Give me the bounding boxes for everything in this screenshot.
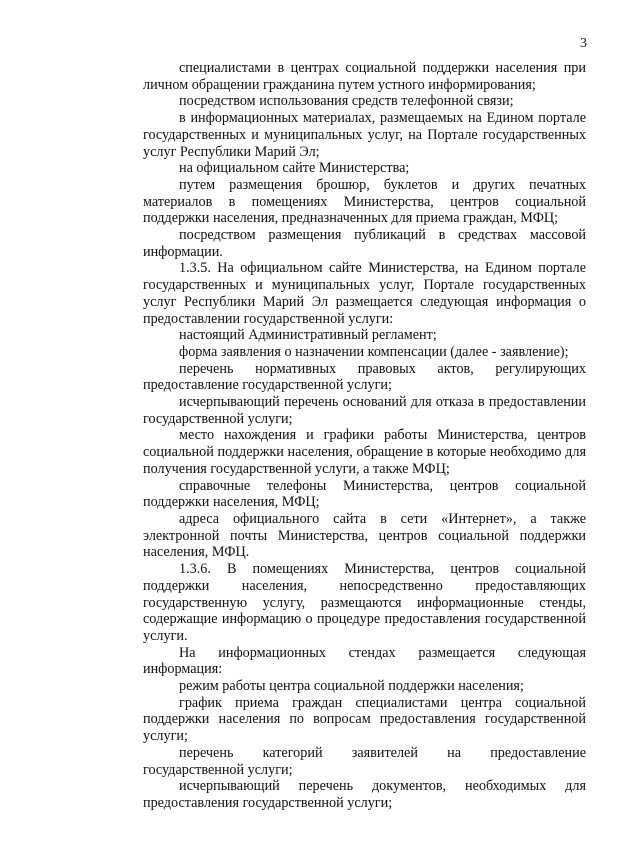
document-body	[143, 60, 586, 812]
paragraph-addresses: адреса официального сайта в сети «Интернет», а также электронной почты Министерства, центров социальной поддержки населения, МФЦ.	[143, 510, 586, 561]
paragraph-locations-schedules: место нахождения и графики работы Министерства, центров социальной поддержки населения, обращение в которые необходимо для получения государственной услуги, а также МФЦ;	[143, 427, 586, 477]
paragraph-application-form: форма заявления о назначении компенсации (далее - заявление);	[179, 343, 569, 360]
paragraph-ministry-site: на официальном сайте Министерства;	[179, 160, 410, 177]
paragraph-phones: справочные телефоны Министерства, центров социальной поддержки населения, МФЦ;	[143, 477, 586, 511]
paragraph-reception-schedule: график приема граждан специалистами центра социальной поддержки населения по вопросам предоставления государственной услуги;	[143, 694, 586, 745]
paragraph-stands-info: На информационных стендах размещается следующая информация:	[143, 644, 586, 678]
paragraph-legal-acts: перечень нормативных правовых актов, регулирующих предоставление государственной услуги;	[143, 360, 586, 394]
paragraph-regulation: настоящий Административный регламент;	[179, 327, 437, 344]
paragraph-clause-1-3-5: 1.3.5. На официальном сайте Министерства, на Едином портале государственных и муниципальных услуг, Портале государственных услуг Республики Марий Эл размещается следующая информация о предоставлении государственной услуги:	[143, 260, 586, 327]
paragraph-required-documents: исчерпывающий перечень документов, необходимых для предоставления государственной услуги;	[143, 778, 586, 811]
paragraph-applicant-categories: перечень категорий заявителей на предоставление государственной услуги;	[143, 744, 586, 778]
paragraph-info-materials: в информационных материалах, размещаемых на Едином портале государственных и муниципальных услуг, на Портале государственных услуг Республики Марий Эл;	[143, 110, 586, 160]
paragraph-clause-1-3-6: 1.3.6. В помещениях Министерства, центров социальной поддержки населения, непосредственно предоставляющих государственную услугу, размещаются информационные стенды, содержащие информацию о процедуре предоставления государственной услуги.	[143, 561, 586, 644]
paragraph-consultation-in-centers: специалистами в центрах социальной поддержки населения при личном обращении гражданина путем устного информирования;	[143, 60, 586, 93]
page-number: 3	[580, 36, 587, 51]
paragraph-telephone: посредством использования средств телефонной связи;	[179, 93, 514, 110]
paragraph-work-schedule: режим работы центра социальной поддержки населения;	[179, 678, 524, 695]
paragraph-mass-media: посредством размещения публикаций в средствах массовой информации.	[143, 227, 586, 260]
paragraph-refusal-grounds: исчерпывающий перечень оснований для отказа в предоставлении государственной услуги;	[143, 394, 586, 427]
paragraph-brochures: путем размещения брошюр, буклетов и других печатных материалов в помещениях Министерства, центров социальной поддержки населения, предназначенных для приема граждан, МФЦ;	[143, 176, 586, 227]
